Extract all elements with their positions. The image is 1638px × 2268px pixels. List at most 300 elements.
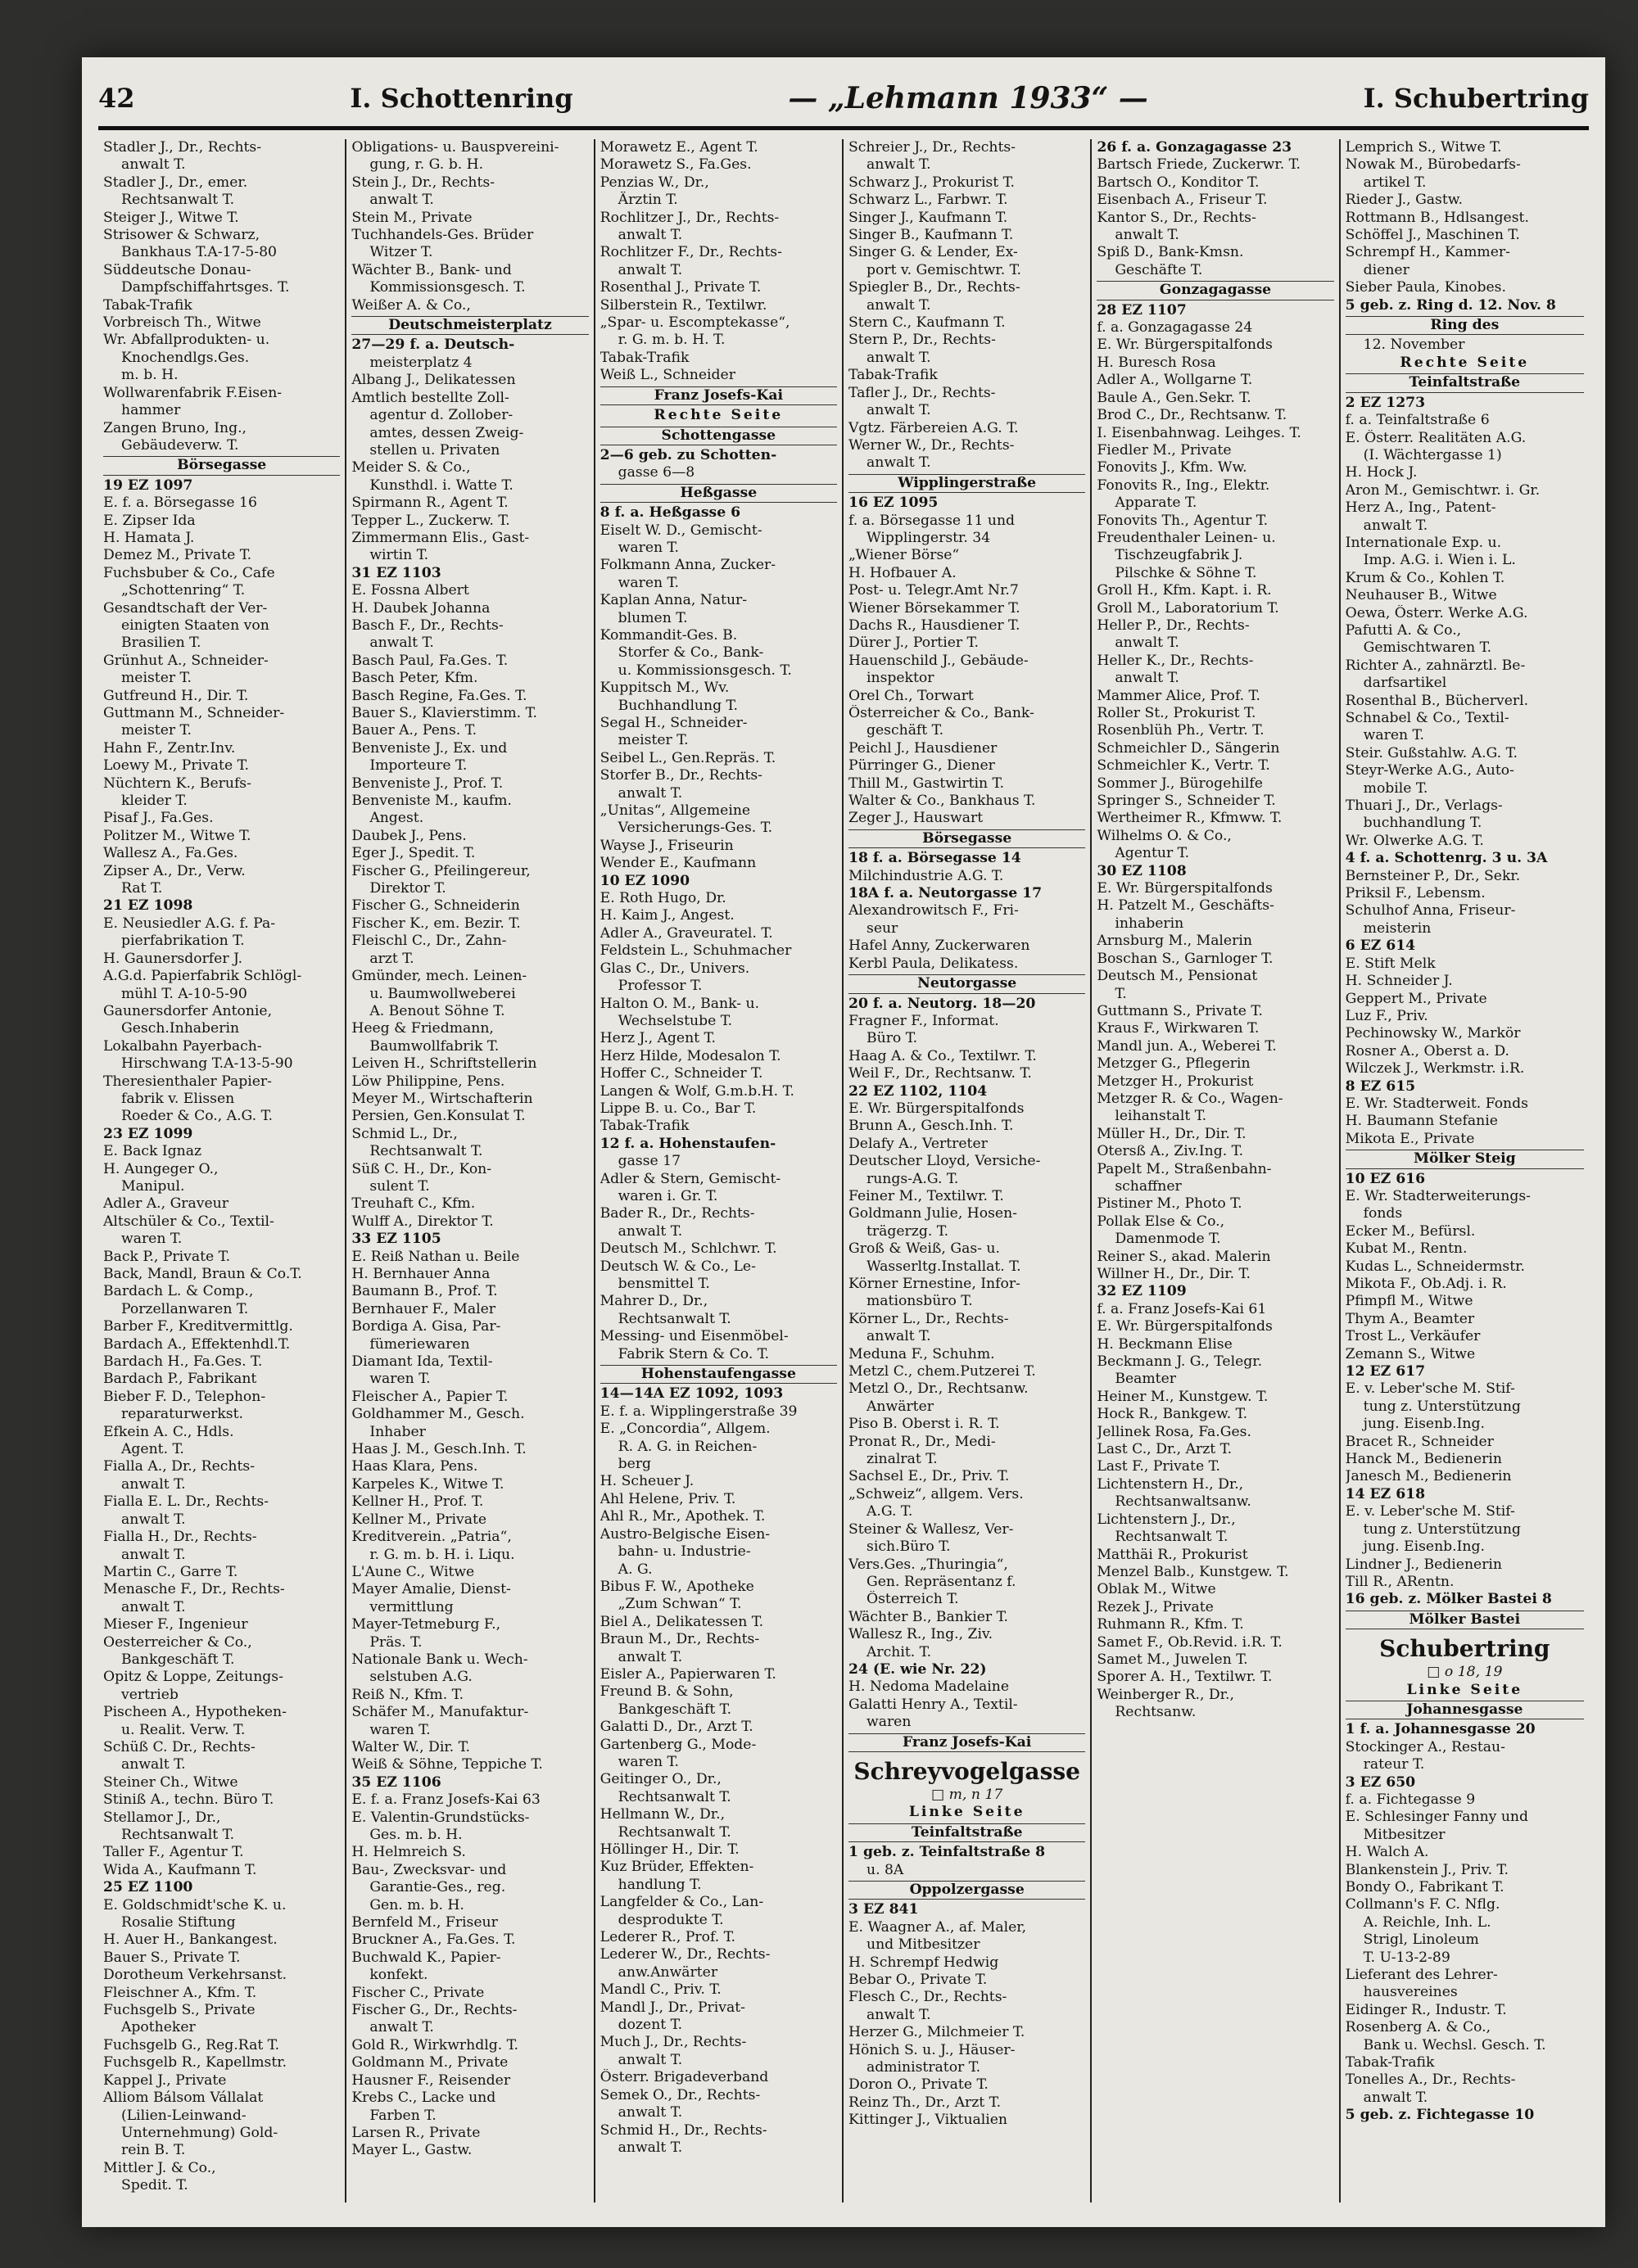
directory-entry: Sieber Paula, Kinobes. xyxy=(1345,279,1506,296)
directory-entry-continuation: A. Reichle, Inh. L. xyxy=(1363,1913,1491,1931)
directory-entry-continuation: Apotheker xyxy=(121,2019,196,2036)
directory-entry-continuation: handlung T. xyxy=(618,1876,702,1893)
address-heading: 6 EZ 614 xyxy=(1345,937,1416,955)
directory-entry: Doron O., Private T. xyxy=(848,2076,989,2094)
directory-entry: Pechinowsky W., Markör xyxy=(1345,1025,1521,1042)
directory-entry: Groll H., Kfm. Kapt. i. R. xyxy=(1097,582,1272,599)
directory-entry-continuation: u. Kommissionsgesch. T. xyxy=(618,662,792,679)
cross-street-heading: Mölker Bastei xyxy=(1346,1611,1584,1629)
address-heading: 26 f. a. Gonzagagasse 23 xyxy=(1097,139,1292,156)
directory-entry: Fialla H., Dr., Rechts- xyxy=(103,1529,257,1546)
directory-entry-continuation: sich.Büro T. xyxy=(867,1538,951,1556)
directory-entry: Biel A., Delikatessen T. xyxy=(600,1613,764,1630)
directory-entry-continuation: Ges. m. b. H. xyxy=(369,1827,463,1843)
directory-entry-continuation: gasse 6—8 xyxy=(618,464,695,481)
directory-entry-continuation: zinalrat T. xyxy=(867,1451,938,1468)
directory-entry-continuation: stellen u. Privaten xyxy=(369,441,500,459)
directory-entry-continuation: waren i. Gr. T. xyxy=(618,1187,718,1204)
directory-entry: Fiedler M., Private xyxy=(1097,441,1232,459)
directory-entry: Heiner M., Kunstgew. T. xyxy=(1097,1388,1269,1405)
directory-entry: Pollak Else & Co., xyxy=(1097,1213,1225,1230)
directory-entry: H. Aungeger O., xyxy=(103,1160,219,1177)
directory-entry-continuation: waren T. xyxy=(369,1721,431,1738)
address-heading: 14 EZ 618 xyxy=(1345,1485,1426,1502)
directory-entry: Schmeichler K., Vertr. T. xyxy=(1097,757,1270,775)
directory-entry: Persien, Gen.Konsulat T. xyxy=(351,1108,526,1125)
directory-entry-continuation: anwalt T. xyxy=(121,1546,186,1563)
directory-entry-continuation: Rechtsanwalt T. xyxy=(618,1310,731,1327)
page-header xyxy=(98,74,1589,123)
directory-entry: Mieser F., Ingenieur xyxy=(103,1616,248,1633)
directory-entry: Bau-, Zwecksvar- und xyxy=(351,1861,507,1878)
directory-entry-continuation: anwalt T. xyxy=(867,1328,931,1345)
cross-street-heading: Wipplingerstraße xyxy=(848,474,1085,493)
directory-entry-continuation: bensmittel T. xyxy=(618,1276,710,1292)
directory-entry: Zemann S., Witwe xyxy=(1345,1345,1476,1362)
directory-entry: H. Gaunersdorfer J. xyxy=(103,950,243,967)
directory-entry: Freudenthaler Leinen- u. xyxy=(1097,529,1276,546)
directory-entry: Bardach H., Fa.Ges. T. xyxy=(103,1353,263,1371)
directory-entry: Daubek J., Pens. xyxy=(351,827,467,844)
directory-entry-continuation: „Schottenring“ T. xyxy=(121,582,246,599)
address-heading: 12 f. a. Hohenstaufen- xyxy=(600,1135,776,1152)
directory-entry: Fischer K., em. Bezir. T. xyxy=(351,915,521,932)
directory-entry-continuation: Importeure T. xyxy=(369,757,468,775)
directory-entry: Kubat M., Rentn. xyxy=(1345,1240,1468,1258)
directory-entry: Schulhof Anna, Friseur- xyxy=(1345,902,1516,919)
address-heading: 10 EZ 616 xyxy=(1345,1170,1426,1187)
directory-entry: Stein J., Dr., Rechts- xyxy=(351,174,495,191)
directory-entry: Krebs C., Lacke und xyxy=(351,2090,496,2107)
directory-entry-continuation: m. b. H. xyxy=(121,367,179,384)
header-center-title: — „Lehmann 1933“ — xyxy=(788,81,1148,115)
directory-entry: Treuhaft C., Kfm. xyxy=(351,1195,476,1213)
directory-entry-continuation: Rechtsanwalt T. xyxy=(1115,1529,1228,1546)
address-heading: 10 EZ 1090 xyxy=(600,872,690,889)
directory-entry: Halton O. M., Bank- u. xyxy=(600,995,760,1012)
directory-entry-continuation: pierfabrikation T. xyxy=(121,933,245,950)
directory-entry: Silberstein R., Textilwr. xyxy=(600,296,767,314)
directory-entry: Tonelles A., Dr., Rechts- xyxy=(1345,2071,1516,2089)
directory-entry: Leiven H., Schriftstellerin xyxy=(351,1055,537,1073)
directory-entry: Stein M., Private xyxy=(351,209,473,226)
directory-entry-continuation: selstuben A.G. xyxy=(369,1669,473,1686)
directory-entry: Fonovits R., Ing., Elektr. xyxy=(1097,477,1270,494)
directory-entry: Martin C., Garre T. xyxy=(103,1563,238,1580)
address-heading: 14—14A EZ 1092, 1093 xyxy=(600,1385,784,1403)
directory-entry: Goldmann M., Private xyxy=(351,2054,509,2071)
street-side-heading: Rechte Seite xyxy=(654,407,784,424)
address-heading: 31 EZ 1103 xyxy=(351,564,441,581)
directory-entry: Krum & Co., Kohlen T. xyxy=(1345,569,1505,586)
directory-entry: E. f. a. Börsegasse 16 xyxy=(103,495,257,512)
directory-entry: Schmid L., Dr., xyxy=(351,1125,458,1142)
directory-entry: Wida A., Kaufmann T. xyxy=(103,1861,257,1878)
directory-entry-continuation: Wasserltg.Installat. T. xyxy=(867,1258,1021,1275)
directory-entry: Steyr-Werke A.G., Auto- xyxy=(1345,762,1514,779)
directory-entry-continuation: Bankgeschäft T. xyxy=(121,1651,235,1668)
directory-entry-continuation: Büro T. xyxy=(867,1030,918,1047)
directory-entry: Ahl Helene, Priv. T. xyxy=(600,1490,736,1507)
directory-entry-continuation: Dampfschiffahrtsges. T. xyxy=(121,279,290,296)
address-heading: 12 EZ 617 xyxy=(1345,1363,1426,1380)
directory-entry: Zipser A., Dr., Verw. xyxy=(103,862,246,879)
directory-entry-continuation: jung. Eisenb.Ing. xyxy=(1363,1538,1485,1556)
directory-entry: Hanck M., Bedienerin xyxy=(1345,1451,1502,1468)
directory-entry: Altschüler & Co., Textil- xyxy=(103,1213,274,1230)
directory-entry-continuation: rein B. T. xyxy=(121,2142,186,2159)
directory-entry: Mayer-Tetmeburg F., xyxy=(351,1616,501,1633)
directory-entry: Reinz Th., Dr., Arzt T. xyxy=(848,2094,1002,2111)
directory-entry: Kittinger J., Viktualien xyxy=(848,2112,1007,2129)
directory-entry-continuation: Gesch.Inhaberin xyxy=(121,1020,240,1037)
directory-entry: Gesandtschaft der Ver- xyxy=(103,599,268,617)
directory-entry: Morawetz S., Fa.Ges. xyxy=(600,156,752,174)
directory-entry: Werner W., Dr., Rechts- xyxy=(848,436,1015,454)
directory-entry-continuation: Pilschke & Söhne T. xyxy=(1115,564,1257,581)
directory-entry: Adler & Stern, Gemischt- xyxy=(600,1170,781,1187)
directory-entry: Stiniß A., techn. Büro T. xyxy=(103,1791,274,1809)
directory-entry-continuation: anwalt T. xyxy=(121,1756,186,1773)
directory-entry: Herzer G., Milchmeier T. xyxy=(848,2024,1025,2041)
directory-entry: Löw Philippine, Pens. xyxy=(351,1073,505,1090)
directory-entry-continuation: meister T. xyxy=(618,732,689,749)
directory-entry-continuation: waren T. xyxy=(618,574,679,591)
directory-entry: Gaunersdorfer Antonie, xyxy=(103,1002,273,1019)
directory-entry: Karpeles K., Witwe T. xyxy=(351,1475,505,1493)
directory-entry-continuation: Wipplingerstr. 34 xyxy=(867,529,991,546)
directory-entry: Höllinger H., Dir. T. xyxy=(600,1841,740,1858)
directory-entry: Langfelder & Co., Lan- xyxy=(600,1894,764,1911)
directory-entry: Zangen Bruno, Ing., xyxy=(103,419,247,436)
directory-entry: Seibel L., Gen.Repräs. T. xyxy=(600,749,776,766)
directory-entry: Zimmermann Elis., Gast- xyxy=(351,529,530,546)
directory-entry: Deutsch M., Schlchwr. T. xyxy=(600,1240,777,1258)
directory-entry: Wallesz A., Fa.Ges. xyxy=(103,845,238,862)
directory-entry: H. Helmreich S. xyxy=(351,1844,466,1861)
directory-entry: Hoffer C., Schneider T. xyxy=(600,1065,763,1082)
header-rule xyxy=(98,126,1589,130)
directory-entry-continuation: u. Baumwollweberei xyxy=(369,985,516,1002)
address-heading: 20 f. a. Neutorg. 18—20 xyxy=(848,995,1036,1012)
directory-entry-continuation: anwalt T. xyxy=(867,2006,931,2023)
directory-entry: Back, Mandl, Braun & Co.T. xyxy=(103,1266,302,1282)
directory-entry-continuation: amtes, dessen Zweig- xyxy=(369,424,524,441)
cross-street-heading: Hohenstaufengasse xyxy=(600,1365,837,1384)
directory-entry: Albang J., Delikatessen xyxy=(351,372,516,389)
directory-entry: Schäfer M., Manufaktur- xyxy=(351,1704,529,1721)
directory-entry-continuation: anwalt T. xyxy=(867,156,931,174)
address-heading: 22 EZ 1102, 1104 xyxy=(848,1082,988,1100)
directory-entry: Samet F., Ob.Revid. i.R. T. xyxy=(1097,1633,1283,1651)
directory-entry-continuation: hausvereines xyxy=(1363,1984,1458,2001)
directory-entry: Haas J. M., Gesch.Inh. T. xyxy=(351,1441,527,1458)
directory-entry: Süddeutsche Donau- xyxy=(103,261,251,278)
directory-entry-continuation: anwalt T. xyxy=(121,1511,186,1528)
directory-entry: E. Valentin-Grundstücks- xyxy=(351,1809,530,1826)
directory-entry-continuation: Mitbesitzer xyxy=(1363,1826,1446,1843)
directory-entry: Willner H., Dr., Dir. T. xyxy=(1097,1266,1251,1282)
directory-entry: Stern P., Dr., Rechts- xyxy=(848,332,996,349)
directory-entry: E. Neusiedler A.G. f. Pa- xyxy=(103,915,276,932)
cross-street-heading: Schottengasse xyxy=(600,427,837,445)
address-heading: 21 EZ 1098 xyxy=(103,897,193,915)
directory-entry: Schreier J., Dr., Rechts- xyxy=(848,139,1016,156)
directory-entry-continuation: kleider T. xyxy=(121,793,188,810)
directory-entry: Dachs R., Hausdiener T. xyxy=(848,617,1020,634)
address-heading: 28 EZ 1107 xyxy=(1097,301,1187,319)
directory-entry: E. Fossna Albert xyxy=(351,582,469,599)
directory-entry-continuation: Beamter xyxy=(1115,1371,1176,1388)
cross-street-heading: Oppolzergasse xyxy=(848,1881,1085,1900)
directory-entry-continuation: anwalt T. xyxy=(369,192,434,209)
directory-entry-continuation: waren xyxy=(867,1714,912,1731)
directory-entry: Last C., Dr., Arzt T. xyxy=(1097,1441,1233,1458)
directory-entry-continuation: anwalt T. xyxy=(618,2139,683,2156)
directory-entry-continuation: anwalt T. xyxy=(618,784,683,802)
address-heading: 16 EZ 1095 xyxy=(848,495,939,512)
directory-entry: Steiger J., Witwe T. xyxy=(103,209,239,226)
directory-entry: Wiener Börsekammer T. xyxy=(848,599,1020,617)
directory-entry-continuation: vermittlung xyxy=(369,1598,454,1615)
directory-entry: Thuari J., Dr., Verlags- xyxy=(1345,797,1503,815)
directory-entry-continuation: R. A. G. in Reichen- xyxy=(618,1438,758,1455)
directory-entry: Lippe B. u. Co., Bar T. xyxy=(600,1100,757,1117)
address-heading: 18A f. a. Neutorgasse 17 xyxy=(848,885,1043,902)
directory-entry-continuation: Rechtsanwalt T. xyxy=(369,1143,483,1160)
directory-entry: Rosner A., Oberst a. D. xyxy=(1345,1042,1509,1059)
directory-entry: Dorotheum Verkehrsanst. xyxy=(103,1967,287,1984)
directory-entry: Bardach A., Effektenhdl.T. xyxy=(103,1335,291,1353)
cross-street-heading: Teinfaltstraße xyxy=(848,1823,1085,1842)
directory-entry: E. f. a. Franz Josefs-Kai 63 xyxy=(351,1791,541,1809)
directory-entry: Goldhammer M., Gesch. xyxy=(351,1406,525,1423)
directory-entry: Schwarz L., Farbwr. T. xyxy=(848,192,1008,209)
directory-entry: Demez M., Private T. xyxy=(103,547,252,564)
directory-entry-continuation: Bank u. Wechsl. Gesch. T. xyxy=(1363,2036,1546,2053)
directory-entry: Rottmann B., Hdlsangest. xyxy=(1345,209,1529,226)
directory-entry-continuation: sulent T. xyxy=(369,1177,430,1195)
directory-entry: Fischer G., Dr., Rechts- xyxy=(351,2002,518,2019)
directory-entry: Gartenberg G., Mode- xyxy=(600,1736,757,1753)
directory-entry-continuation: inhaberin xyxy=(1115,915,1184,932)
directory-entry: Kellner H., Prof. T. xyxy=(351,1493,484,1511)
directory-entry-continuation: Archit. T. xyxy=(867,1643,932,1660)
directory-entry: Efkein A. C., Hdls. xyxy=(103,1423,234,1440)
directory-entry-continuation: waren T. xyxy=(1363,727,1424,744)
directory-entry: E. Wr. Bürgerspitalfonds xyxy=(1097,880,1273,897)
directory-entry-continuation: reparaturwerkst. xyxy=(121,1406,243,1423)
directory-entry-continuation: buchhandlung T. xyxy=(1363,815,1482,832)
address-heading: 18 f. a. Börsegasse 14 xyxy=(848,850,1021,867)
directory-entry-continuation: waren T. xyxy=(618,1753,679,1770)
directory-entry: E. f. a. Wipplingerstraße 39 xyxy=(600,1403,798,1420)
directory-entry-continuation: gasse 17 xyxy=(618,1153,681,1170)
directory-entry-continuation: schaffner xyxy=(1115,1177,1182,1195)
directory-entry-continuation: Agentur T. xyxy=(1115,845,1190,862)
directory-entry: Herz Hilde, Modesalon T. xyxy=(600,1047,781,1064)
directory-entry: Vorbreisch Th., Witwe xyxy=(103,314,261,332)
address-heading: 2—6 geb. zu Schotten- xyxy=(600,446,777,463)
directory-entry: Bader R., Dr., Rechts- xyxy=(600,1205,755,1222)
directory-entry: Rochlitzer F., Dr., Rechts- xyxy=(600,244,782,261)
directory-entry-continuation: anwalt T. xyxy=(867,349,931,366)
directory-entry: Kappel J., Private xyxy=(103,2071,227,2089)
directory-entry: Sachsel E., Dr., Priv. T. xyxy=(848,1468,1010,1485)
directory-entry-continuation: Versicherungs-Ges. T. xyxy=(618,820,773,837)
directory-entry-continuation: Witzer T. xyxy=(369,244,433,261)
directory-entry: Mandl J., Dr., Privat- xyxy=(600,1999,745,2016)
directory-entry-continuation: anwalt T. xyxy=(618,261,683,278)
directory-entry: H. Scheuer J. xyxy=(600,1473,695,1490)
street-title: Schubertring xyxy=(1379,1635,1550,1663)
directory-entry-continuation: Kunsthdl. i. Watte T. xyxy=(369,477,514,494)
directory-entry-continuation: Gen. Repräsentanz f. xyxy=(867,1573,1016,1590)
directory-entry: Papelt M., Straßenbahn- xyxy=(1097,1160,1272,1177)
directory-entry: Semek O., Dr., Rechts- xyxy=(600,2086,761,2103)
directory-entry-continuation: Buchhandlung T. xyxy=(618,697,738,714)
directory-entry-continuation: Tischzeugfabrik J. xyxy=(1115,547,1243,564)
directory-entry: Beckmann J. G., Telegr. xyxy=(1097,1353,1263,1371)
directory-entry: „Unitas“, Allgemeine xyxy=(600,802,751,820)
directory-entry: E. Back Ignaz xyxy=(103,1143,202,1160)
directory-entry-continuation: Knochendlgs.Ges. xyxy=(121,349,250,366)
directory-entry: E. Zipser Ida xyxy=(103,512,196,529)
directory-entry: Weiß & Söhne, Teppiche T. xyxy=(351,1756,543,1773)
directory-entry: Bardach P., Fabrikant xyxy=(103,1371,257,1388)
directory-entry-continuation: anwalt T. xyxy=(121,156,186,174)
directory-entry: E. Wr. Stadterweiterungs- xyxy=(1345,1187,1531,1204)
directory-entry: Gold R., Wirkwrhdlg. T. xyxy=(351,2036,519,2053)
directory-entry-continuation: Gebäudeverw. T. xyxy=(121,436,239,454)
directory-entry: Bieber F. D., Telephon- xyxy=(103,1388,266,1405)
directory-entry: Nowak M., Bürobedarfs- xyxy=(1345,156,1521,174)
directory-entry: L'Aune C., Witwe xyxy=(351,1563,475,1580)
directory-entry: Otersß A., Ziv.Ing. T. xyxy=(1097,1143,1244,1160)
directory-entry-continuation: administrator T. xyxy=(867,2059,981,2076)
address-heading: 33 EZ 1105 xyxy=(351,1231,441,1248)
directory-entry-continuation: Rat T. xyxy=(121,880,163,897)
directory-entry-continuation: anwalt T. xyxy=(618,1648,683,1665)
cross-street-heading: Franz Josefs-Kai xyxy=(848,1733,1085,1752)
directory-entry: Wr. Abfallprodukten- u. xyxy=(103,332,270,349)
cross-street-heading: Neutorgasse xyxy=(848,974,1085,993)
directory-entry: Lindner J., Bedienerin xyxy=(1345,1556,1503,1573)
directory-entry-continuation: A. G. xyxy=(618,1561,653,1578)
directory-entry: Mandl jun. A., Weberei T. xyxy=(1097,1037,1277,1055)
directory-entry: Wilhelms O. & Co., xyxy=(1097,827,1232,844)
directory-entry: Baule A., Gen.Sekr. T. xyxy=(1097,389,1251,406)
directory-entry: Pronat R., Dr., Medi- xyxy=(848,1433,996,1450)
directory-entry: Matthäi R., Prokurist xyxy=(1097,1546,1248,1563)
cross-street-heading: Mölker Steig xyxy=(1346,1150,1584,1168)
directory-entry-continuation: r. G. m. b. H. T. xyxy=(618,332,726,349)
directory-entry: Pfimpfl M., Witwe xyxy=(1345,1293,1473,1310)
directory-entry: Piso B. Oberst i. R. T. xyxy=(848,1416,1000,1433)
address-heading: 30 EZ 1108 xyxy=(1097,862,1187,879)
directory-entry: Flesch C., Dr., Rechts- xyxy=(848,1989,1007,2006)
directory-entry: Wulff A., Direktor T. xyxy=(351,1213,494,1230)
directory-entry: Fuchsgelb G., Reg.Rat T. xyxy=(103,2036,280,2053)
directory-entry: Weinberger R., Dr., xyxy=(1097,1686,1234,1703)
directory-entry: Aron M., Gemischtwr. i. Gr. xyxy=(1345,481,1541,499)
directory-entry: Hellmann W., Dr., xyxy=(600,1806,726,1823)
directory-entry-continuation: agentur d. Zollober- xyxy=(369,407,514,424)
directory-entry: Heller P., Dr., Rechts- xyxy=(1097,617,1250,634)
address-heading: 35 EZ 1106 xyxy=(351,1773,441,1791)
directory-entry: Richter A., zahnärztl. Be- xyxy=(1345,657,1526,674)
directory-entry-continuation: anwalt T. xyxy=(1115,227,1179,244)
directory-entry: Hock R., Bankgew. T. xyxy=(1097,1406,1248,1423)
directory-entry-continuation: anwalt T. xyxy=(867,402,931,419)
directory-entry: Haas Klara, Pens. xyxy=(351,1458,478,1475)
directory-entry: Gutfreund H., Dir. T. xyxy=(103,687,249,704)
directory-entry: Kerbl Paula, Delikatess. xyxy=(848,955,1019,972)
directory-entry: Samet M., Juwelen T. xyxy=(1097,1651,1248,1668)
directory-entry: H. Buresch Rosa xyxy=(1097,354,1216,371)
directory-entry: Schmeichler D., Sängerin xyxy=(1097,739,1280,757)
directory-entry: Kantor S., Dr., Rechts- xyxy=(1097,209,1256,226)
address-heading: 3 EZ 841 xyxy=(848,1901,919,1918)
directory-entry: Mittler J. & Co., xyxy=(103,2159,216,2176)
directory-column-5 xyxy=(1092,139,1340,2202)
directory-entry: Schmid H., Dr., Rechts- xyxy=(600,2121,767,2139)
directory-entry: Vgtz. Färbereien A.G. T. xyxy=(848,419,1019,436)
directory-entry-continuation: fonds xyxy=(1363,1205,1403,1222)
cross-street-heading: Deutschmeisterplatz xyxy=(351,316,588,335)
directory-entry: Theresienthaler Papier- xyxy=(103,1073,272,1090)
directory-entry-continuation: anwalt T. xyxy=(867,296,931,314)
directory-entry: Bauer S., Klavierstimm. T. xyxy=(351,705,538,721)
directory-entry: Deutscher Lloyd, Versiche- xyxy=(848,1153,1041,1170)
directory-columns xyxy=(98,139,1589,2202)
directory-entry: Fonovits J., Kfm. Ww. xyxy=(1097,459,1247,477)
directory-entry: Back P., Private T. xyxy=(103,1248,231,1265)
directory-entry: Tabak-Trafik xyxy=(600,1118,690,1135)
directory-entry-continuation: konfekt. xyxy=(369,1967,428,1984)
address-heading: 32 EZ 1109 xyxy=(1097,1283,1187,1300)
directory-entry-continuation: (I. Wächtergasse 1) xyxy=(1363,446,1502,463)
directory-entry: Brod C., Dr., Rechtsanw. T. xyxy=(1097,407,1287,424)
directory-entry-continuation: anwalt T. xyxy=(618,1222,683,1240)
directory-entry: Guttmann S., Private T. xyxy=(1097,1002,1263,1019)
directory-entry: Fleischner A., Kfm. T. xyxy=(103,1984,257,2001)
cross-street-heading: Franz Josefs-Kai xyxy=(600,386,837,405)
directory-entry: Mikota E., Private xyxy=(1345,1130,1475,1147)
header-right-title: I. Schubertring xyxy=(1363,83,1589,114)
directory-entry-continuation: Direktor T. xyxy=(369,880,446,897)
cross-street-heading: Heßgasse xyxy=(600,484,837,503)
directory-entry-continuation: Rechtsanwalt T. xyxy=(618,1788,731,1805)
directory-entry: Tabak-Trafik xyxy=(848,367,938,384)
directory-entry: Groß & Weiß, Gas- u. xyxy=(848,1240,1000,1258)
directory-entry: Oesterreicher & Co., xyxy=(103,1633,252,1651)
address-heading: 3 EZ 650 xyxy=(1345,1773,1416,1791)
directory-entry-continuation: anwalt T. xyxy=(1363,2089,1428,2106)
directory-entry: Thill M., Gastwirtin T. xyxy=(848,775,1004,792)
directory-entry: Fialla E. L. Dr., Rechts- xyxy=(103,1493,269,1511)
directory-entry-continuation: Bankgeschäft T. xyxy=(618,1701,732,1718)
address-heading: 16 geb. z. Mölker Bastei 8 xyxy=(1345,1591,1552,1608)
directory-entry: E. Österr. Realitäten A.G. xyxy=(1345,429,1527,446)
address-heading: 8 EZ 615 xyxy=(1345,1078,1416,1095)
cross-street-heading: Ring des xyxy=(1346,316,1584,335)
directory-entry: Meider S. & Co., xyxy=(351,459,471,477)
address-heading: 27—29 f. a. Deutsch- xyxy=(351,337,515,354)
directory-entry-continuation: Rosalie Stiftung xyxy=(121,1914,236,1931)
directory-entry: Zeger J., Hauswart xyxy=(848,810,984,827)
directory-entry: Internationale Exp. u. xyxy=(1345,534,1502,551)
